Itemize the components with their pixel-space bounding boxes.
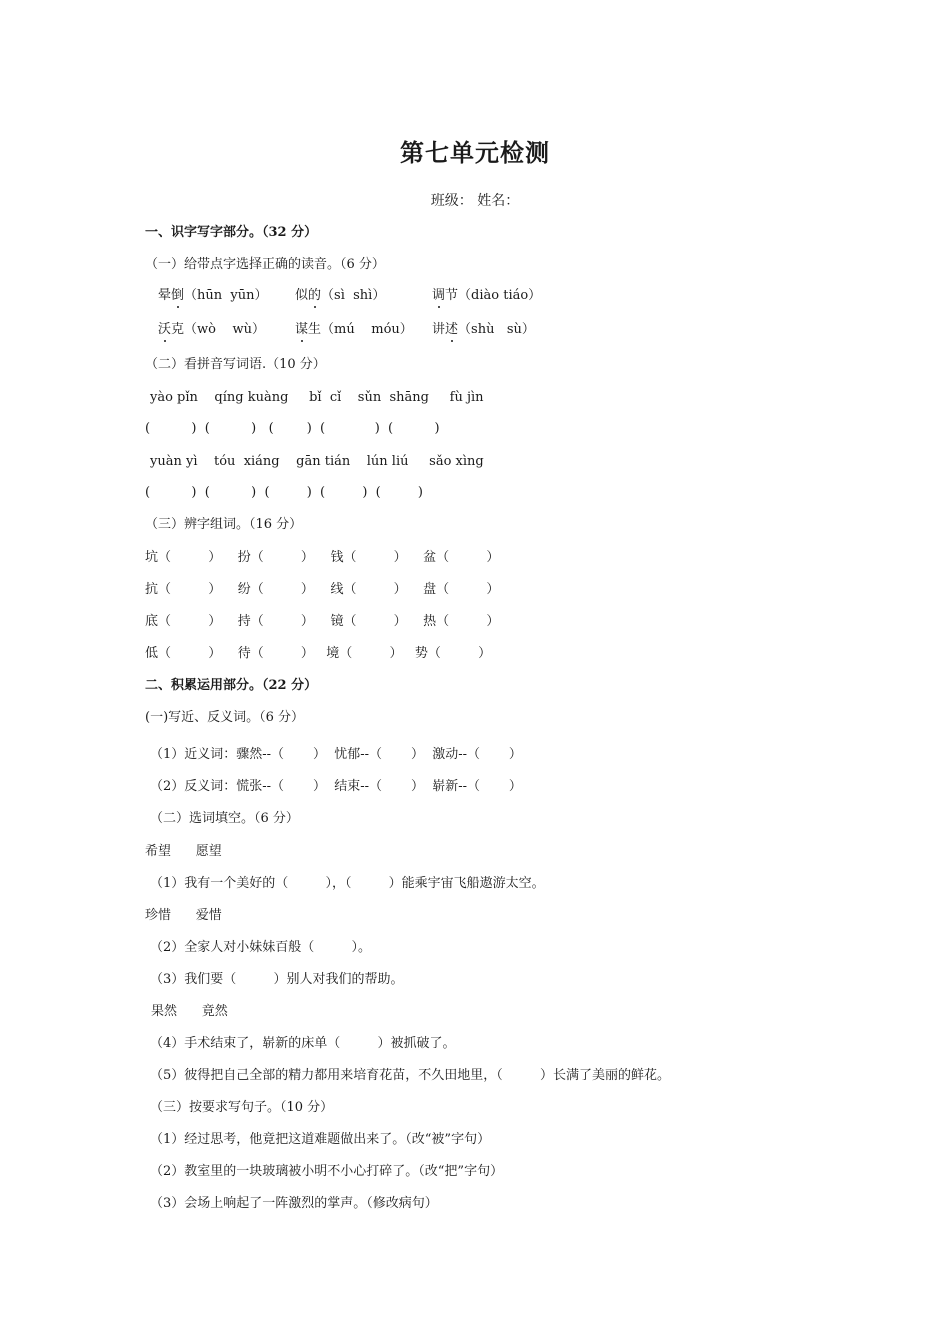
- class-name-line: 班级： 姓名：: [430, 193, 520, 209]
- synonym-heading: (一)写近、反义词。（6 分）: [145, 710, 305, 725]
- q1-heading: （一）给带点字选择正确的读音。（6 分）: [145, 257, 385, 272]
- synonym-row: （1）近义词：骤然--（ ） 忧郁--（ ） 激动--（ ）: [150, 747, 522, 762]
- rewrite-sentence-1: （1）经过思考，他竟把这道难题做出来了。（改“被”字句）: [150, 1132, 491, 1147]
- char-row-2: 抗（ ） 纷（ ） 线（ ） 盘（ ）: [145, 582, 500, 597]
- page-title: 第七单元检测: [400, 138, 550, 167]
- rewrite-sentence-2: （2）教室里的一块玻璃被小明不小心打碎了。（改“把”字句）: [150, 1164, 504, 1179]
- q3-heading: （三）辨字组词。（16 分）: [145, 517, 303, 532]
- part1-heading: 一、识字写字部分。（32 分）: [145, 225, 318, 240]
- fill-sentence-2: （2）全家人对小妹妹百般（ ）。: [150, 940, 371, 955]
- antonym-row: （2）反义词：慌张--（ ） 结束--（ ） 崭新--（ ）: [150, 779, 522, 794]
- pinyin-row-2: yuàn yì tóu xiáng gān tián lún liú sǎo xìng: [150, 454, 484, 469]
- pron-item-4: 沃克（wò wù）: [158, 322, 266, 337]
- pron-item-3: 调节（diào tiáo）: [432, 288, 542, 303]
- fill-sentence-5: （5）彼得把自己全部的精力都用来培育花苗，不久田地里，（ ）长满了美丽的鲜花。: [150, 1068, 670, 1083]
- word-group-2: 珍惜 爱惜: [145, 908, 222, 923]
- fill-heading: （二）选词填空。（6 分）: [150, 811, 299, 826]
- fill-sentence-1: （1）我有一个美好的（ ），（ ）能乘宇宙飞船遨游太空。: [150, 876, 545, 891]
- rewrite-heading: （三）按要求写句子。（10 分）: [150, 1100, 334, 1115]
- pron-item-6: 讲述（shù sù）: [432, 322, 535, 337]
- pron-item-5: 谋生（mú móu）: [295, 322, 413, 337]
- fill-sentence-4: （4）手术结束了，崭新的床单（ ）被抓破了。: [150, 1036, 456, 1051]
- char-row-1: 坑（ ） 扮（ ） 钱（ ） 盆（ ）: [145, 550, 500, 565]
- blank-row-1: ( ) ( ) ( ) ( ) ( ): [145, 421, 440, 436]
- char-row-4: 低（ ） 待（ ） 境（ ） 势（ ）: [145, 646, 492, 661]
- q2-heading: （二）看拼音写词语.（10 分）: [145, 357, 326, 372]
- word-group-1: 希望 愿望: [145, 844, 222, 859]
- word-group-3: 果然 竟然: [151, 1004, 228, 1019]
- part2-heading: 二、积累运用部分。（22 分）: [145, 678, 318, 693]
- pron-item-2: 似的（sì shì）: [295, 288, 386, 303]
- char-row-3: 底（ ） 持（ ） 镜（ ） 热（ ）: [145, 614, 500, 629]
- blank-row-2: ( ) ( ) ( ) ( ) ( ): [145, 485, 423, 500]
- fill-sentence-3: （3）我们要（ ）别人对我们的帮助。: [150, 972, 404, 987]
- pinyin-row-1: yào pǐn qíng kuàng bǐ cǐ sǔn shāng fù jìn: [150, 390, 484, 405]
- rewrite-sentence-3: （3）会场上响起了一阵激烈的掌声。（修改病句）: [150, 1196, 438, 1211]
- pron-item-1: 晕倒（hūn yūn）: [158, 288, 268, 303]
